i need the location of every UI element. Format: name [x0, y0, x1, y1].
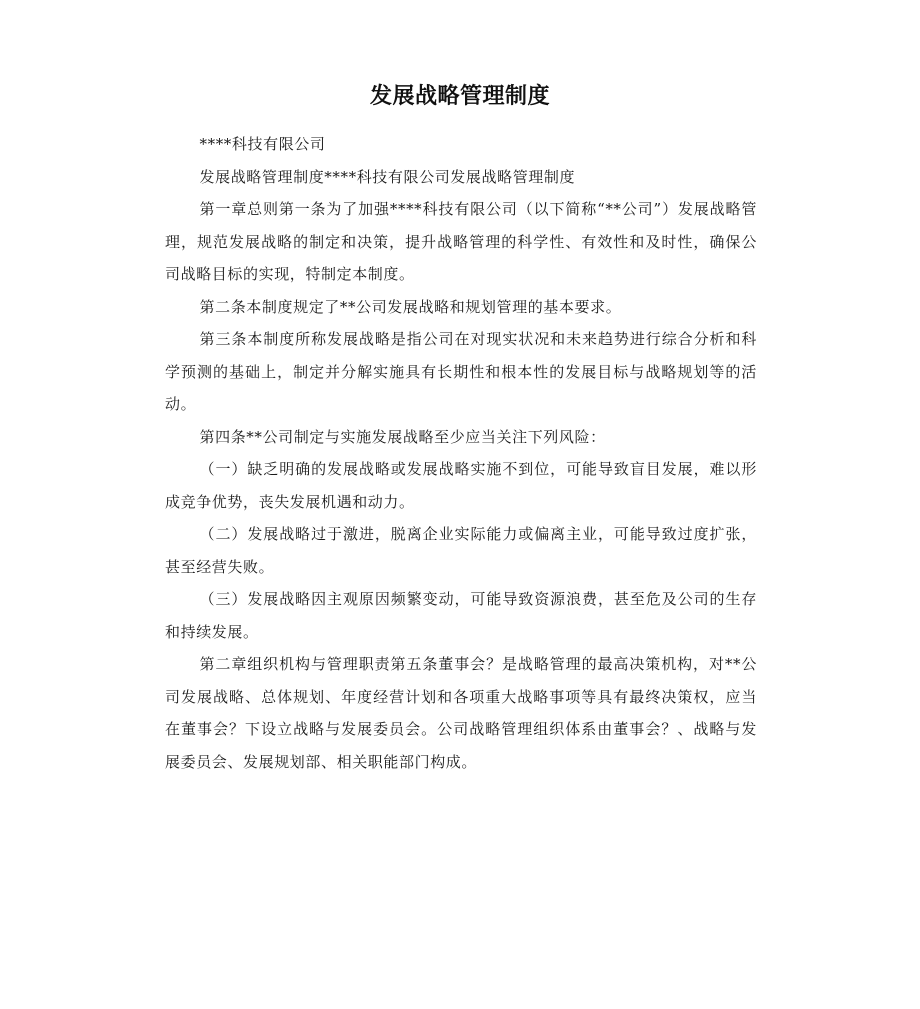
paragraph-article-3: 第三条本制度所称发展战略是指公司在对现实状况和未来趋势进行综合分析和科学预测的基础上，制定并分解实施具有长期性和根本性的发展目标与战略规划等的活动。	[165, 330, 757, 413]
paragraph-subtitle: 发展战略管理制度****科技有限公司发展战略管理制度	[199, 167, 576, 186]
paragraph-risk-3: （三）发展战略因主观原因频繁变动，可能导致资源浪费，甚至危及公司的生存和持续发展。	[165, 590, 757, 641]
paragraph-article-1: 第一章总则第一条为了加强****科技有限公司（以下简称“**公司”）发展战略管理，规范发展战略的制定和决策，提升战略管理的科学性、有效性和及时性，确保公司战略目标的实现，特制定本制度。	[165, 200, 757, 283]
paragraph-company-name: ****科技有限公司	[199, 135, 326, 153]
paragraph-risk-1: （一）缺乏明确的发展战略或发展战略实施不到位，可能导致盲目发展，难以形成竞争优势，丧失发展机遇和动力。	[165, 460, 757, 511]
document-title: 发展战略管理制度	[369, 83, 550, 109]
paragraph-article-2: 第二条本制度规定了**公司发展战略和规划管理的基本要求。	[199, 297, 622, 316]
paragraph-article-5: 第二章组织机构与管理职责第五条董事会？是战略管理的最高决策机构，对**公司发展战略、总体规划、年度经营计划和各项重大战略事项等具有最终决策权，应当在董事会？下设立战略与发展委员会。公司战略管理组织体系由董事会？、战略与发展委员会、发展规划部、相关职能部门构成。	[165, 655, 757, 771]
paragraph-risk-2: （二）发展战略过于激进，脱离企业实际能力或偏离主业，可能导致过度扩张，甚至经营失败。	[165, 525, 757, 576]
document-body	[165, 128, 757, 778]
paragraph-article-4: 第四条**公司制定与实施发展战略至少应当关注下列风险：	[199, 427, 606, 446]
